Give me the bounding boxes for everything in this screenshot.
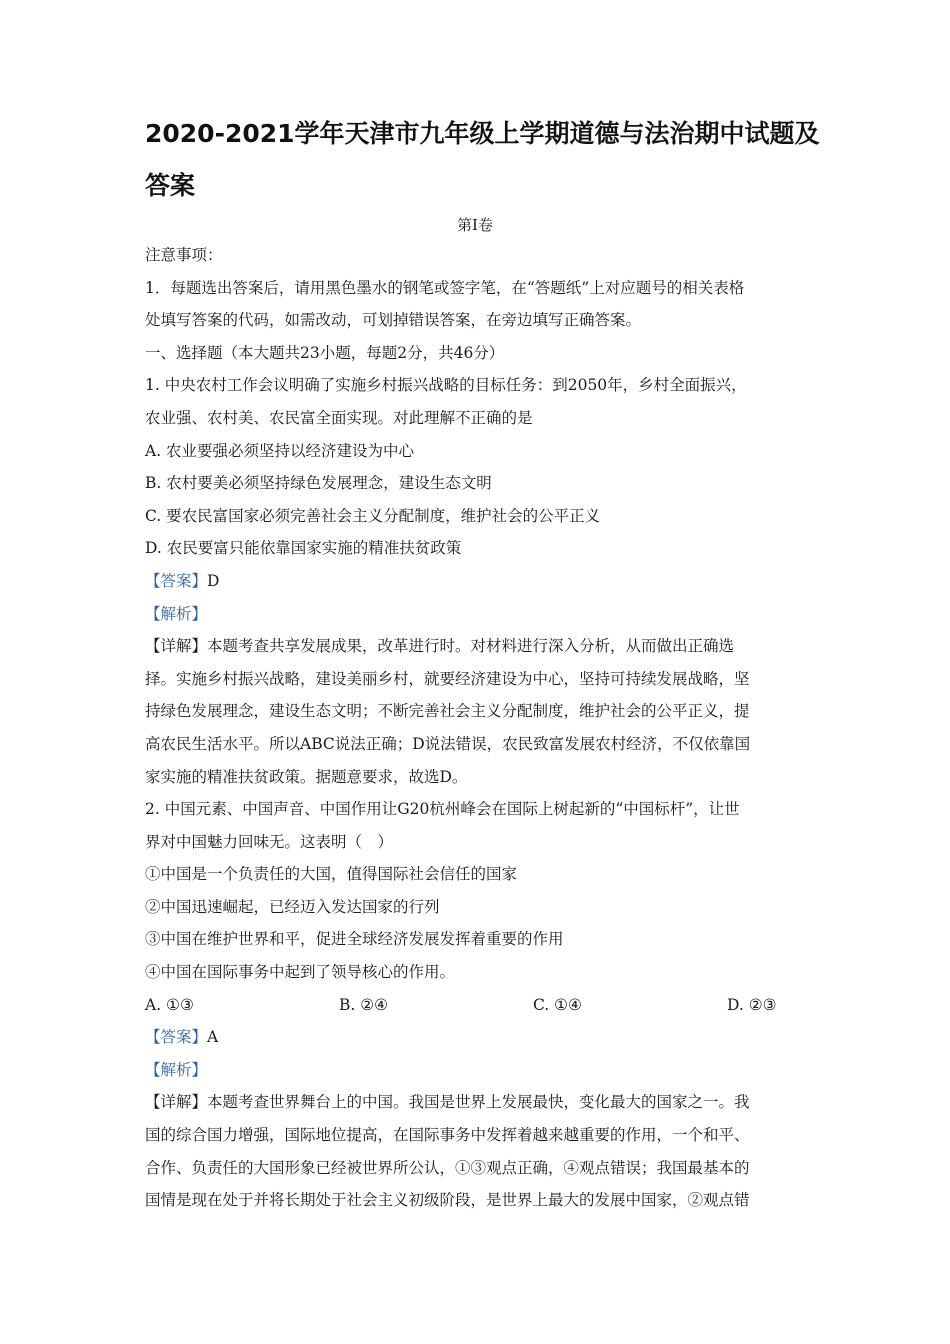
answer-tag: 【答案】 [145,1028,208,1047]
q1-option-a: A. 农业要强必须坚持以经济建设为中心 [145,441,415,460]
q2-options [145,989,817,1022]
answer-value: D [207,571,220,590]
detail-text: 本题考查世界舞台上的中国。我国是世界上发展最快，变化最大的国家之一。我 [207,1093,750,1112]
q1-stem: 1. 中央农村工作会议明确了实施乡村振兴战略的目标任务：到2050年，乡村全面振兴， [145,376,747,395]
q2-statement-4: ④中国在国际事务中起到了领导核心的作用。 [145,963,456,982]
section-heading: 一、选择题（本大题共23小题，每题2分，共46分） [145,343,505,362]
q2-stem: 2. 中国元素、中国声音、中国作用让G20杭州峰会在国际上树起新的“中国标杆”，让世 [145,800,740,819]
q2-detail: 国的综合国力增强，国际地位提高，在国际事务中发挥着越来越重要的作用，一个和平、 [145,1126,750,1145]
q2-option-d: D. ②③ [727,995,777,1014]
document-body [145,239,817,1217]
q1-option-d: D. 农民要富只能依靠国家实施的精准扶贫政策 [145,539,462,558]
notice-heading: 注意事项： [145,246,223,264]
q2-stem: 界对中国魅力回味无。这表明（ ） [145,832,394,851]
q2-detail: 国情是现在处于并将长期处于社会主义初级阶段，是世界上最大的发展中国家，②观点错 [145,1191,750,1210]
q2-option-a: A. ①③ [145,995,194,1014]
q2-statement-2: ②中国迅速崛起，已经迈入发达国家的行列 [145,897,440,916]
answer-value: A [207,1028,219,1047]
q1-answer [145,565,817,598]
q1-detail: 家实施的精准扶贫政策。据题意要求，故选D。 [145,767,468,786]
notice-line: 处填写答案的代码，如需改动，可划掉错误答案，在旁边填写正确答案。 [145,311,642,330]
q1-option-b: B. 农村要美必须坚持绿色发展理念，建设生态文明 [145,474,492,493]
detail-tag: 【详解】 [145,1093,208,1112]
detail-tag: 【详解】 [145,637,208,656]
q1-stem: 农业强、农村美、农民富全面实现。对此理解不正确的是 [145,408,533,427]
q1-detail: 持绿色发展理念，建设生态文明；不断完善社会主义分配制度，维护社会的公平正义，提 [145,702,750,721]
q1-detail: 择。实施乡村振兴战略，建设美丽乡村，就要经济建设为中心，坚持可持续发展战略，坚 [145,669,750,688]
q1-analysis-tag: 【解析】 [145,604,208,623]
answer-tag: 【答案】 [145,571,208,590]
notice-line: 1．每题选出答案后，请用黑色墨水的钢笔或签字笔，在“答题纸”上对应题号的相关表格 [145,278,745,297]
q2-answer [145,1021,817,1054]
q2-detail: 合作、负责任的大国形象已经被世界所公认，①③观点正确，④观点错误；我国最基本的 [145,1158,750,1177]
volume-heading: 第Ⅰ卷 [457,216,493,234]
q2-option-b: B. ②④ [339,995,389,1014]
q2-statement-1: ①中国是一个负责任的大国，值得国际社会信任的国家 [145,865,518,884]
q2-detail [145,1086,817,1119]
q2-statement-3: ③中国在维护世界和平，促进全球经济发展发挥着重要的作用 [145,930,564,949]
q1-detail: 高农民生活水平。所以ABC说法正确；D说法错误，农民致富发展农村经济，不仅依靠国 [145,734,751,753]
q2-option-c: C. ①④ [533,995,582,1014]
detail-text: 本题考查共享发展成果，改革进行时。对材料进行深入分析，从而做出正确选 [207,637,735,656]
q1-option-c: C. 要农民富国家必须完善社会主义分配制度，维护社会的公平正义 [145,506,601,525]
document-title: 2020-2021学年天津市九年级上学期道德与法治期中试题及答案 [145,119,820,200]
q2-analysis-tag: 【解析】 [145,1060,208,1079]
q1-detail [145,630,817,663]
